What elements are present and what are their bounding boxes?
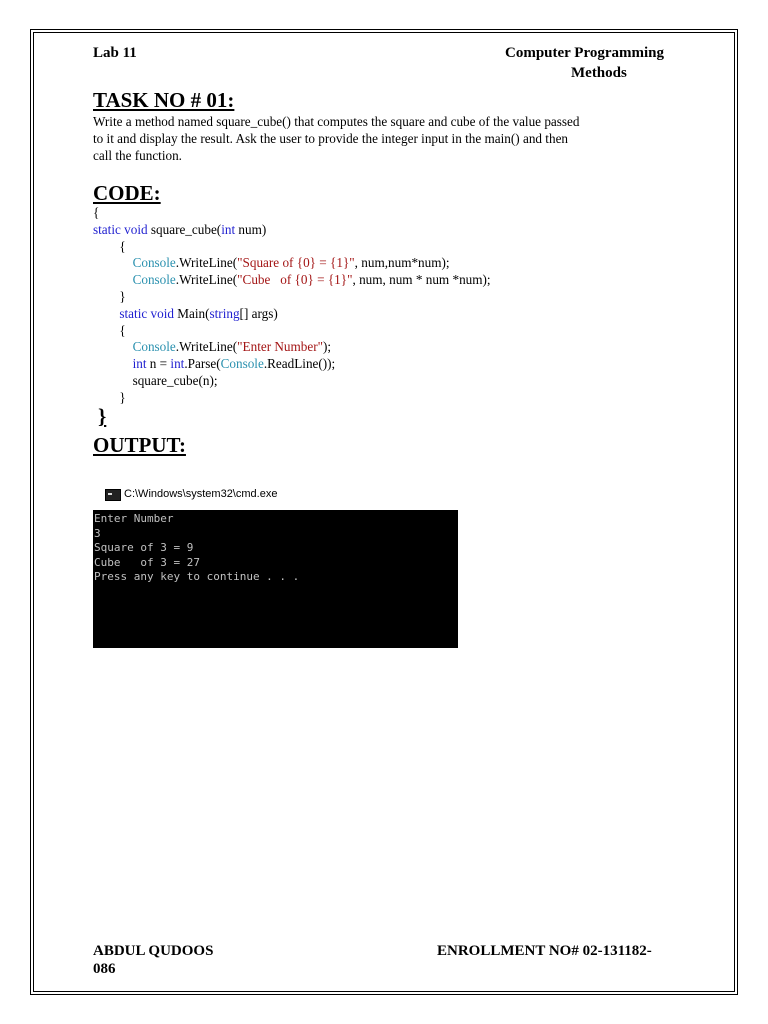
code-token: [] args) (239, 305, 278, 321)
code-token: { (93, 238, 126, 254)
lab-label: Lab 11 (93, 45, 137, 61)
code-token: square_cube(n); (93, 372, 218, 388)
code-line (93, 373, 491, 390)
code-line (93, 390, 491, 407)
code-token: Console (132, 272, 176, 288)
task-description-line: call the function. (93, 148, 182, 163)
console-line: Press any key to continue . . . (94, 570, 300, 583)
code-token: int (170, 356, 185, 372)
code-token (93, 255, 133, 270)
code-token: "Cube of {0} = {1}" (237, 272, 353, 288)
task-description-line: to it and display the result. Ask the user to provide the integer input in the main() and then (93, 131, 569, 146)
output-title: OUTPUT: (93, 433, 186, 457)
code-token: , num,num*num); (354, 255, 450, 271)
footer-name-line1: ABDUL QUDOOS (93, 943, 214, 959)
code-token: num) (235, 221, 267, 237)
code-token: int (221, 221, 236, 237)
code-title: CODE: (93, 181, 161, 205)
code-token: } (93, 389, 126, 405)
code-token: "Square of {0} = {1}" (237, 255, 355, 271)
code-line (93, 239, 491, 256)
code-token: .WriteLine( (175, 339, 238, 355)
code-token: { (93, 322, 126, 338)
code-token: , num, num * num *num); (352, 272, 491, 288)
code-token: { (93, 205, 100, 220)
code-line (93, 356, 491, 373)
task-description-line: Write a method named square_cube() that computes the square and cube of the value passed (93, 114, 580, 129)
code-line (93, 205, 491, 222)
code-token: n = (146, 356, 171, 372)
code-line (93, 289, 491, 306)
code-block (93, 205, 491, 407)
code-token (93, 272, 133, 287)
code-token: square_cube( (147, 221, 222, 237)
course-title-line1: Computer Programming (505, 45, 665, 61)
code-line (93, 339, 491, 356)
course-title-line2: Methods (571, 65, 627, 81)
footer-name-line2: 086 (93, 961, 116, 977)
console-line: 3 (94, 526, 101, 540)
cmd-window-title: C:\Windows\system32\cmd.exe (124, 488, 278, 500)
console-line: Enter Number (94, 512, 174, 525)
console-line: Square of 3 = 9 (94, 541, 194, 554)
code-token: Main( (173, 305, 210, 321)
code-token (93, 356, 133, 371)
code-token (93, 306, 119, 321)
code-token: Console (132, 339, 176, 355)
code-token (93, 339, 133, 354)
code-token: string (209, 305, 240, 321)
task-description (93, 113, 693, 164)
code-token: } (93, 288, 126, 304)
code-token: Console (220, 356, 264, 372)
code-token: void (150, 305, 174, 321)
code-token: .ReadLine()); (263, 356, 336, 372)
task-title: TASK NO # 01: (93, 88, 235, 112)
code-token: void (124, 221, 148, 237)
cmd-window-icon (105, 489, 121, 501)
code-line (93, 323, 491, 340)
console-line: Cube of 3 = 27 (94, 555, 200, 569)
code-token: static (93, 221, 121, 237)
footer-name (93, 942, 213, 978)
code-token: .Parse( (184, 356, 221, 372)
code-line (93, 255, 491, 272)
footer-enrollment: ENROLLMENT NO# 02-131182- (437, 943, 652, 959)
code-token: .WriteLine( (175, 255, 238, 271)
console-output (93, 510, 458, 648)
code-closing-brace: } (98, 404, 107, 428)
code-token: .WriteLine( (175, 272, 238, 288)
code-token: Console (132, 255, 176, 271)
code-token: "Enter Number" (237, 339, 323, 355)
code-line (93, 306, 491, 323)
code-token: int (132, 356, 147, 372)
code-line (93, 272, 491, 289)
code-token: static (119, 305, 148, 321)
code-token: ); (323, 339, 332, 355)
code-line (93, 222, 491, 239)
